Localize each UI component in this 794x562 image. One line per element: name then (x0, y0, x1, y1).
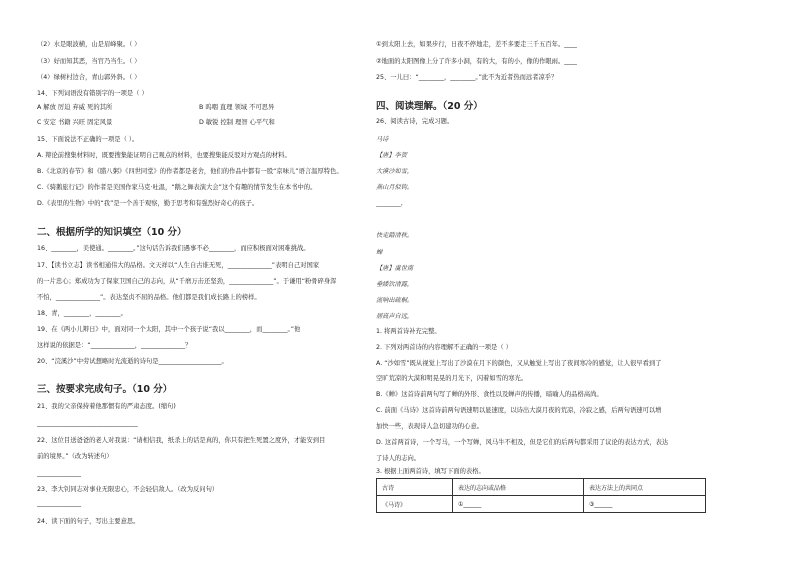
q22-line-2: 前的境界。”（改为转述句） (37, 453, 113, 460)
table-cell[interactable]: ①______ (453, 496, 584, 513)
answer-table (376, 478, 706, 513)
pre-line-1: （2）水是眼波横，山是眉峰聚。（ ） (37, 41, 141, 48)
q15-option-c: C.《骑鹅旅行记》的作者是美国作家马克·吐温，“鹅之舞表演大会”这个有趣的情节发生在本书中的。 (37, 184, 317, 191)
q14-stem: 14、下列词语没有错别字的一项是（ ） (37, 90, 148, 97)
q2-option-a-2: 空旷荒凉的大漠和明晃晃的月光下，闪着如雪的寒光。 (376, 375, 528, 382)
poem2-title: 蝉 (376, 249, 383, 256)
sentence-2: ②地面的太阳图像上分了许多小洞，有的大，有的小，像的作眼雨。____ (376, 58, 577, 65)
q21-answer-line: ________________________________ (37, 420, 138, 427)
q22-line-1: 22、这位目送爸爸的老人对我说：“请相信我，纸杀上的话是真的，你只有把生死置之度外，才能安到目 (37, 437, 326, 444)
poem1-line-2: 燕山月似钩。 (376, 184, 414, 191)
section-3-title: 三、按要求完成句子。（10 分） (37, 384, 173, 395)
q17-line-1: 17、【读书立志】读书相通伟大的品格。文天祥以“人生自古谁无死，______________”表明自己对国家 (37, 262, 320, 269)
table-header-cell: 古诗 (377, 479, 453, 496)
q25-line: 25、一儿曰：“________，________。”此不为近者热而远者凉乎？ (376, 74, 558, 81)
q26-intro: 26、阅读古诗，完成习题。 (376, 118, 454, 125)
q2-line: 2. 下列对两首诗的内容理解不正确的一项是（ ） (376, 344, 512, 351)
q2-option-d-2: 了诗人的志向。 (376, 455, 421, 462)
pre-line-2: （3）好而知其恶，当官乃当生。（ ） (37, 58, 141, 65)
q24-line: 24、读下面的句子，写出主要意思。 (37, 518, 140, 525)
q18-line: 18、青，________，________。 (37, 310, 127, 317)
q15-option-d: D.《表里的生物》中的“我”是一个善于观察，勤于思考和有强烈好奇心的孩子。 (37, 200, 259, 207)
q14-option-c: C 安定 书籍 兴旺 固定风景 (37, 119, 113, 126)
section-4-title: 四、阅读理解。（20 分） (376, 101, 483, 112)
q17-line-3: 不怕，______________”。表达坚贞不屈的品格。他们都是我们成长路上的榜样。 (37, 294, 261, 301)
q14-option-d: D 敏锐 控制 理智 心平气和 (199, 119, 275, 126)
q15-option-b: B.《北京的春节》和《腊八粥》《四世同堂》的作者都是老舍，他们的作品中都有一股“京味儿”语言温厚特色。 (37, 168, 343, 175)
q20-line: 20、“浣溪沙”中劳试想略时光流逝的诗句是____________________。 (37, 358, 228, 365)
poem2-author: 【唐】虞世南 (376, 265, 414, 272)
pre-line-3: （4）绿树村边合，青山郭外斜。（ ） (37, 74, 141, 81)
q2-option-b: B.《蝉》这首诗前两句写了蝉的外形、食性以及蝉声的传播，暗喻人的品格高尚。 (376, 391, 603, 398)
q1-line: 1. 将两首诗补充完整。 (376, 328, 441, 335)
q19-line-1: 19、在《两小儿辩日》中，面对同一个太阳，其中一个孩子说“我以________，而________。”他 (37, 326, 301, 333)
sentence-1: ①到太阳上去，如果步行，日夜不停地走，差不多要走三千五百年。____ (376, 41, 577, 48)
poem2-line-2: 流响出疏桐。 (376, 297, 414, 304)
table-cell[interactable]: ③______ (584, 496, 706, 513)
poem1-author: 【唐】李贺 (376, 152, 407, 159)
table-row (377, 496, 706, 513)
q19-line-2: 这样说的依据是：“______________，______________？ (37, 342, 192, 349)
q2-option-c-2: 加快一些，表现诗人急切建功的心意。 (376, 423, 484, 430)
q2-option-c-1: C. 前面《马诗》这首诗前两句语速明以显速度，以诗出大漠月夜的荒凉，冷寂之感，后两句语速可以增 (376, 407, 662, 414)
q15-stem: 15、下面说法不正确的一项是（ ）。 (37, 136, 139, 143)
poem2-line-1: 垂緌饮清露， (376, 281, 414, 288)
q21-line: 21、我的父亲保持着他那惯有的严肃态度。(缩句) (37, 403, 176, 410)
q3-line: 3. 根据上面两首诗，填写下面的表格。 (376, 468, 485, 475)
poem1-blank: ________， (376, 200, 407, 207)
q2-option-a-1: A. “沙如雪”既从视觉上写出了沙漠在月下的颜色，又从触觉上写出了夜间寒冷的感觉，让人很早看到了 (376, 360, 662, 367)
table-header-cell: 表达的志向或品格 (453, 479, 584, 496)
table-header-row (377, 479, 706, 496)
q23-line: 23、李大钊同志对事业无限忠心，不会轻信敌人。（改为反问句） (37, 486, 219, 493)
table-header-cell: 表达方法上的共同点 (584, 479, 706, 496)
q23-answer-line: ______________ (37, 500, 82, 507)
section-2-title: 二、根据所学的知识填空（10 分） (37, 227, 187, 238)
poem1-line-4: 快走踏清秋。 (376, 232, 414, 239)
poem1-title: 马诗 (376, 136, 389, 143)
q2-option-d-1: D. 这首两首诗，一个写马，一个写蝉，风马牛不相及，但是它们的后两句都采用了议论的表达方式，表达 (376, 439, 669, 446)
table-cell: 《马诗》 (377, 496, 453, 513)
poem2-line-3: 居高声自远， (376, 313, 414, 320)
q17-line-2: 的一片忠心；郑成功为了保家卫国自己的志向，从“千磨万击还坚劲，______________”。于谦用“粉骨碎身浑 (37, 278, 337, 285)
q15-option-a: A. 辩论前搜集材料时，既要搜集能证明自己观点的材料，也要搜集能反驳对方观点的材料。 (37, 152, 291, 159)
q14-option-a: A 解放 厉迫 弃威 死的其所 (37, 104, 113, 111)
q14-option-b: B 呜咽 直理 领域 不可思异 (199, 104, 275, 111)
poem1-line-1: 大漠沙如雪， (376, 168, 414, 175)
q16-line: 16、________，美使通。________。”这句话告诉我们遇事不必________，而应积极面对困难挑战。 (37, 245, 310, 252)
q22-answer-line: ______________ (37, 470, 82, 477)
